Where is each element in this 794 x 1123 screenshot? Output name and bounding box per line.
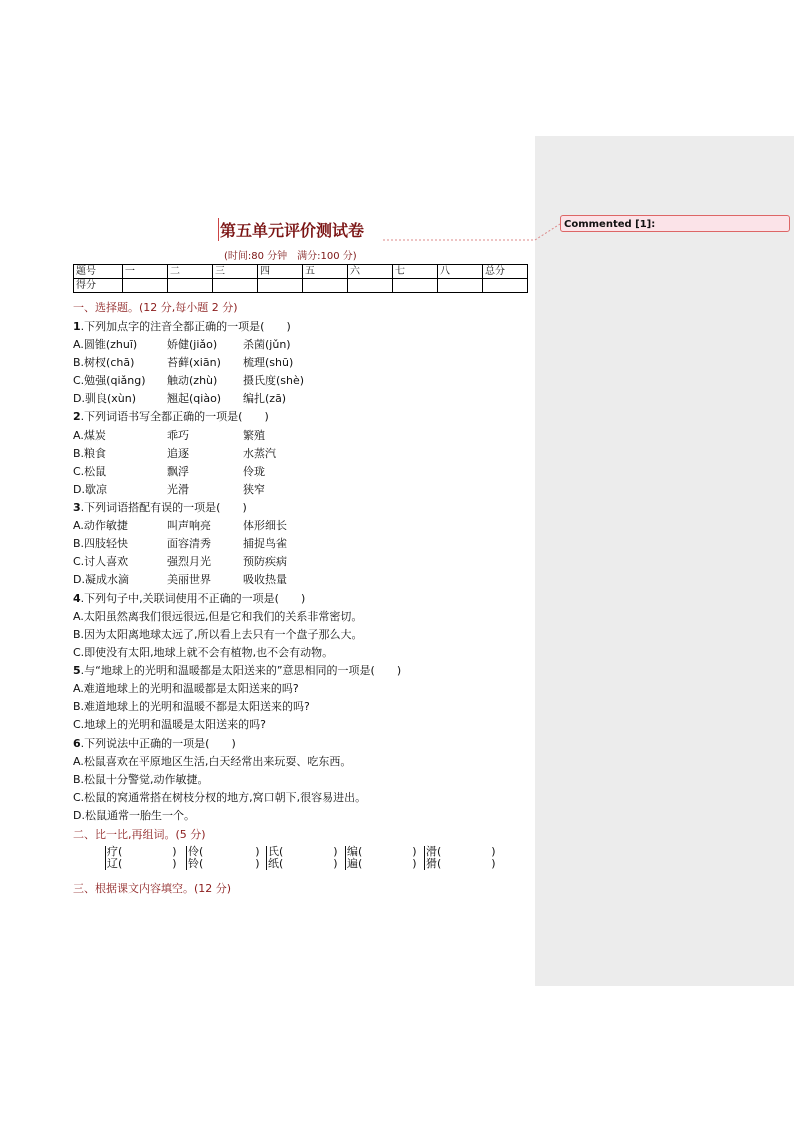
score-cell[interactable] <box>258 279 303 293</box>
question-4: 4.下列句子中,关联词使用不正确的一项是( ) <box>73 592 306 605</box>
word-pair: 滑( ) 猾( ) <box>426 845 496 870</box>
section1-heading: 一、选择题。(12 分,每小题 2 分) <box>73 301 238 314</box>
question-5: 5.与“地球上的光明和温暖都是太阳送来的”意思相同的一项是( ) <box>73 664 402 677</box>
page-title: 第五单元评价测试卷 <box>218 218 364 241</box>
score-col: 三 <box>213 265 258 279</box>
score-col: 总分 <box>483 265 528 279</box>
section2-heading: 二、比一比,再组词。(5 分) <box>73 828 206 841</box>
option-line: A.太阳虽然离我们很远很远,但是它和我们的关系非常密切。 <box>73 610 363 623</box>
score-cell[interactable] <box>393 279 438 293</box>
score-cell[interactable] <box>438 279 483 293</box>
question-3: 3.下列词语搭配有误的一项是( ) <box>73 501 247 514</box>
option-line: C.松鼠的窝通常搭在树枝分杈的地方,窝口朝下,很容易进出。 <box>73 791 367 804</box>
score-col: 七 <box>393 265 438 279</box>
score-col: 五 <box>303 265 348 279</box>
section3-heading: 三、根据课文内容填空。(12 分) <box>73 882 232 895</box>
score-table <box>73 264 528 293</box>
option-line: D.松鼠通常一胎生一个。 <box>73 809 195 822</box>
score-cell[interactable] <box>303 279 348 293</box>
option-line: B.松鼠十分警觉,动作敏捷。 <box>73 773 209 786</box>
score-table-header-label: 题号 <box>74 265 123 279</box>
score-cell[interactable] <box>348 279 393 293</box>
score-col: 八 <box>438 265 483 279</box>
word-pair: 疗( ) 辽( ) <box>107 845 177 870</box>
option-line: C.地球上的光明和温暖是太阳送来的吗? <box>73 718 267 731</box>
score-col: 六 <box>348 265 393 279</box>
score-col: 一 <box>123 265 168 279</box>
page-subtitle: (时间:80 分钟 满分:100 分) <box>224 251 357 262</box>
word-pair: 氏( ) 纸( ) <box>268 845 338 870</box>
score-cell[interactable] <box>213 279 258 293</box>
score-col: 四 <box>258 265 303 279</box>
score-cell[interactable] <box>483 279 528 293</box>
word-pair: 编( ) 遍( ) <box>347 845 417 870</box>
score-col: 二 <box>168 265 213 279</box>
question-6: 6.下列说法中正确的一项是( ) <box>73 737 236 750</box>
option-line: A.难道地球上的光明和温暖都是太阳送来的吗? <box>73 682 299 695</box>
option-line: C.即使没有太阳,地球上就不会有植物,也不会有动物。 <box>73 646 334 659</box>
question-2: 2.下列词语书写全都正确的一项是( ) <box>73 410 269 423</box>
comment-box[interactable]: Commented [1]: <box>560 215 790 232</box>
score-cell[interactable] <box>168 279 213 293</box>
option-line: A.松鼠喜欢在平原地区生活,白天经常出来玩耍、吃东西。 <box>73 755 352 768</box>
score-table-score-label: 得分 <box>74 279 123 293</box>
word-pair: 伶( ) 铃( ) <box>188 845 260 870</box>
comment-margin-pane <box>535 136 794 986</box>
question-1: 1.下列加点字的注音全都正确的一项是( ) <box>73 320 291 333</box>
option-line: B.因为太阳离地球太远了,所以看上去只有一个盘子那么大。 <box>73 628 363 641</box>
option-line: B.难道地球上的光明和温暖不都是太阳送来的吗? <box>73 700 310 713</box>
score-cell[interactable] <box>123 279 168 293</box>
